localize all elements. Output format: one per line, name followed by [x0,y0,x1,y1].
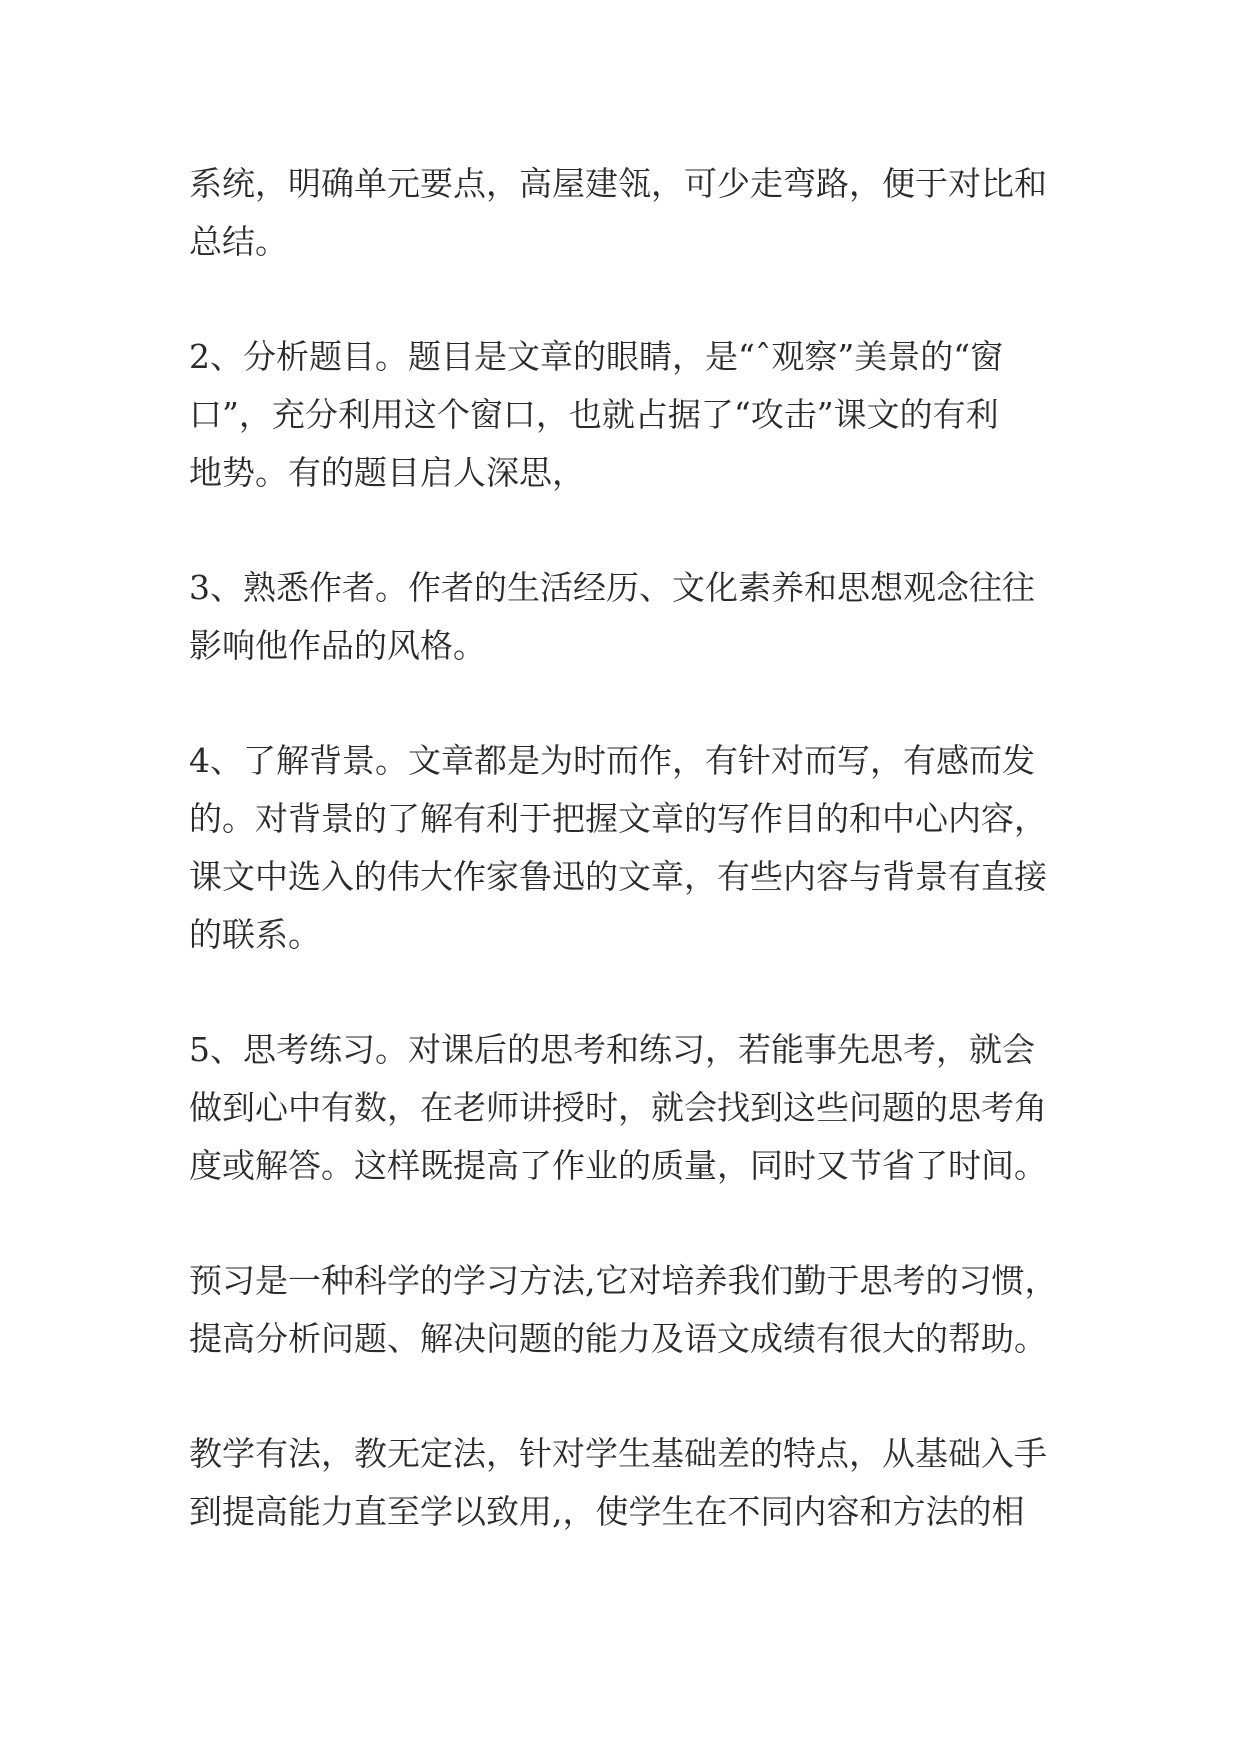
paragraph-1-line-2: 总结。 [189,222,288,261]
paragraph-1-line-1: 系统，明确单元要点，高屋建瓴，可少走弯路，便于对比和 [189,164,1047,203]
paragraph-7-line-2: 到提高能力直至学以致用,，使学生在不同内容和方法的相 [189,1492,1025,1531]
paragraph-7-line-1: 教学有法，教无定法，针对学生基础差的特点，从基础入手 [189,1434,1047,1473]
paragraph-3-line-1: 3、熟悉作者。作者的生活经历、文化素养和思想观念往往 [189,568,1035,607]
paragraph-4-line-1: 4、了解背景。文章都是为时而作，有针对而写，有感而发 [189,741,1035,780]
paragraph-5-line-2: 做到心中有数，在老师讲授时，就会找到这些问题的思考角 [189,1088,1047,1127]
paragraph-4-line-2: 的。对背景的了解有利于把握文章的写作目的和中心内容， [189,799,1047,838]
paragraph-5-line-1: 5、思考练习。对课后的思考和练习，若能事先思考，就会 [189,1030,1035,1069]
paragraph-5-line-3: 度或解答。这样既提高了作业的质量，同时又节省了时间。 [189,1146,1047,1185]
paragraph-4-line-4: 的联系。 [189,915,321,954]
paragraph-2-line-2: 口”，充分利用这个窗口，也就占据了“攻击”课文的有利 [189,395,999,434]
paragraph-4-line-3: 课文中选入的伟大作家鲁迅的文章，有些内容与背景有直接 [189,857,1047,896]
paragraph-6-line-1: 预习是一种科学的学习方法,它对培养我们勤于思考的习惯， [189,1261,1058,1300]
paragraph-2-line-1: 2、分析题目。题目是文章的眼睛，是“ˆ观察”美景的“窗 [189,337,1004,376]
paragraph-2-line-3: 地势。有的题目启人深思， [189,453,585,492]
paragraph-6-line-2: 提高分析问题、解决问题的能力及语文成绩有很大的帮助。 [189,1319,1047,1358]
paragraph-3-line-2: 影响他作品的风格。 [189,626,486,665]
